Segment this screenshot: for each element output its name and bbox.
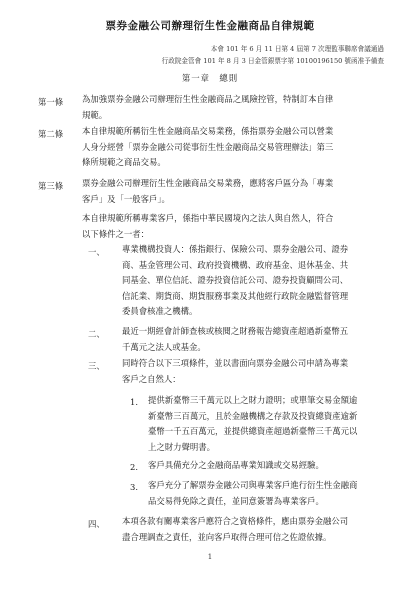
text-line: 提供新臺幣三千萬元以上之財力證明；或單筆交易金額逾	[148, 395, 358, 405]
article-3-label: 第三條	[38, 181, 64, 191]
item-2-text	[122, 324, 348, 355]
chapter-heading: 第一章 總則	[181, 73, 239, 83]
subitem-1-number: 1.	[130, 397, 138, 407]
text-line: 客戶具備充分之金融商品專業知識或交易經驗。	[148, 460, 324, 470]
text-line: 客戶」及「一般客戶」。	[82, 193, 170, 204]
text-line: 條所規範之商品交易。	[82, 157, 166, 168]
item-2-number: 二、	[88, 329, 105, 339]
item-1-text	[122, 242, 348, 320]
text-line: 票券金融公司辦理衍生性金融商品交易業務，應將客戶區分為「專業	[82, 178, 334, 188]
text-line: 委員會核准之機構。	[122, 306, 198, 317]
text-line: 上之財力聲明書。	[148, 441, 215, 452]
item-3-number: 三、	[88, 361, 105, 371]
subitem-2-number: 2.	[130, 462, 138, 472]
text-line: 臺幣一千五百萬元，並提供總資產超過新臺幣三千萬元以	[148, 426, 358, 437]
subitem-3-number: 3.	[130, 482, 138, 492]
article-3-text	[82, 176, 333, 207]
article-2-text	[82, 124, 333, 171]
text-line: 人身分經營「票券金融公司從事衍生性金融商品交易管理辦法」第三	[82, 141, 334, 152]
article-1-text	[82, 92, 333, 123]
approval-note: 本會 101 年 6 月 11 日第 4 屆第 7 次理監事聯席會議通過	[210, 45, 384, 53]
text-line: 本自律規範所稱衍生性金融商品交易業務，係指票券金融公司以營業	[82, 126, 334, 136]
text-line: 品交易得免除之責任，並同意簽署為專業客戶。	[148, 495, 324, 506]
text-line: 規範。	[82, 109, 108, 120]
subitem-1-text	[148, 393, 357, 455]
article-1-label: 第一條	[38, 97, 64, 107]
page-number: 1	[207, 553, 213, 561]
text-line: 本自律規範所稱專業客戶，係指中華民國境內之法人與自然人，符合	[82, 213, 334, 223]
item-4-text	[122, 514, 348, 545]
filing-note: 行政院金管會 101 年 8 月 3 日金管銀票字第 10100196150 號函准予備查	[161, 57, 384, 65]
item-4-number: 四、	[88, 519, 105, 529]
text-line: 本項各款有關專業客戶應符合之資格條件，應由票券金融公司	[122, 516, 349, 526]
text-line: 千萬元之法人或基金。	[122, 341, 206, 352]
text-line: 客戶之自然人：	[122, 373, 181, 384]
article-3-paragraph-2	[82, 211, 333, 242]
text-line: 同基金、單位信託、證券投資信託公司、證券投資顧問公司、	[122, 275, 349, 286]
text-line: 同時符合以下三項條件，並以書面向票券金融公司申請為專業	[122, 358, 349, 368]
article-2-label: 第二條	[38, 129, 64, 139]
document-title: 票券金融公司辦理衍生性金融商品自律規範	[105, 20, 315, 32]
text-line: 客戶充分了解票券金融公司與專業客戶進行衍生性金融商	[148, 480, 358, 490]
text-line: 信託業、期貨商、期貨服務事業及其他經行政院金融監督管理	[122, 290, 349, 301]
text-line: 商、基金管理公司、政府投資機構、政府基金、退休基金、共	[122, 259, 349, 270]
subitem-3-text	[148, 478, 357, 509]
text-line: 盡合理調查之責任，並向客戶取得合理可信之佐證依據。	[122, 531, 332, 542]
item-1-number: 一、	[88, 247, 105, 257]
item-3-text	[122, 356, 348, 387]
text-line: 以下條件之一者：	[82, 228, 149, 239]
text-line: 新臺幣三百萬元，且於金融機構之存款及投資總資產逾新	[148, 410, 358, 421]
text-line: 為加強票券金融公司辦理衍生性金融商品之風險控管，特制訂本自律	[82, 94, 334, 104]
subitem-2-text	[148, 458, 324, 474]
text-line: 專業機構投資人：係指銀行、保險公司、票券金融公司、證券	[122, 244, 349, 254]
text-line: 最近一期經會計師查核或核閱之財務報告總資產超過新臺幣五	[122, 326, 349, 336]
